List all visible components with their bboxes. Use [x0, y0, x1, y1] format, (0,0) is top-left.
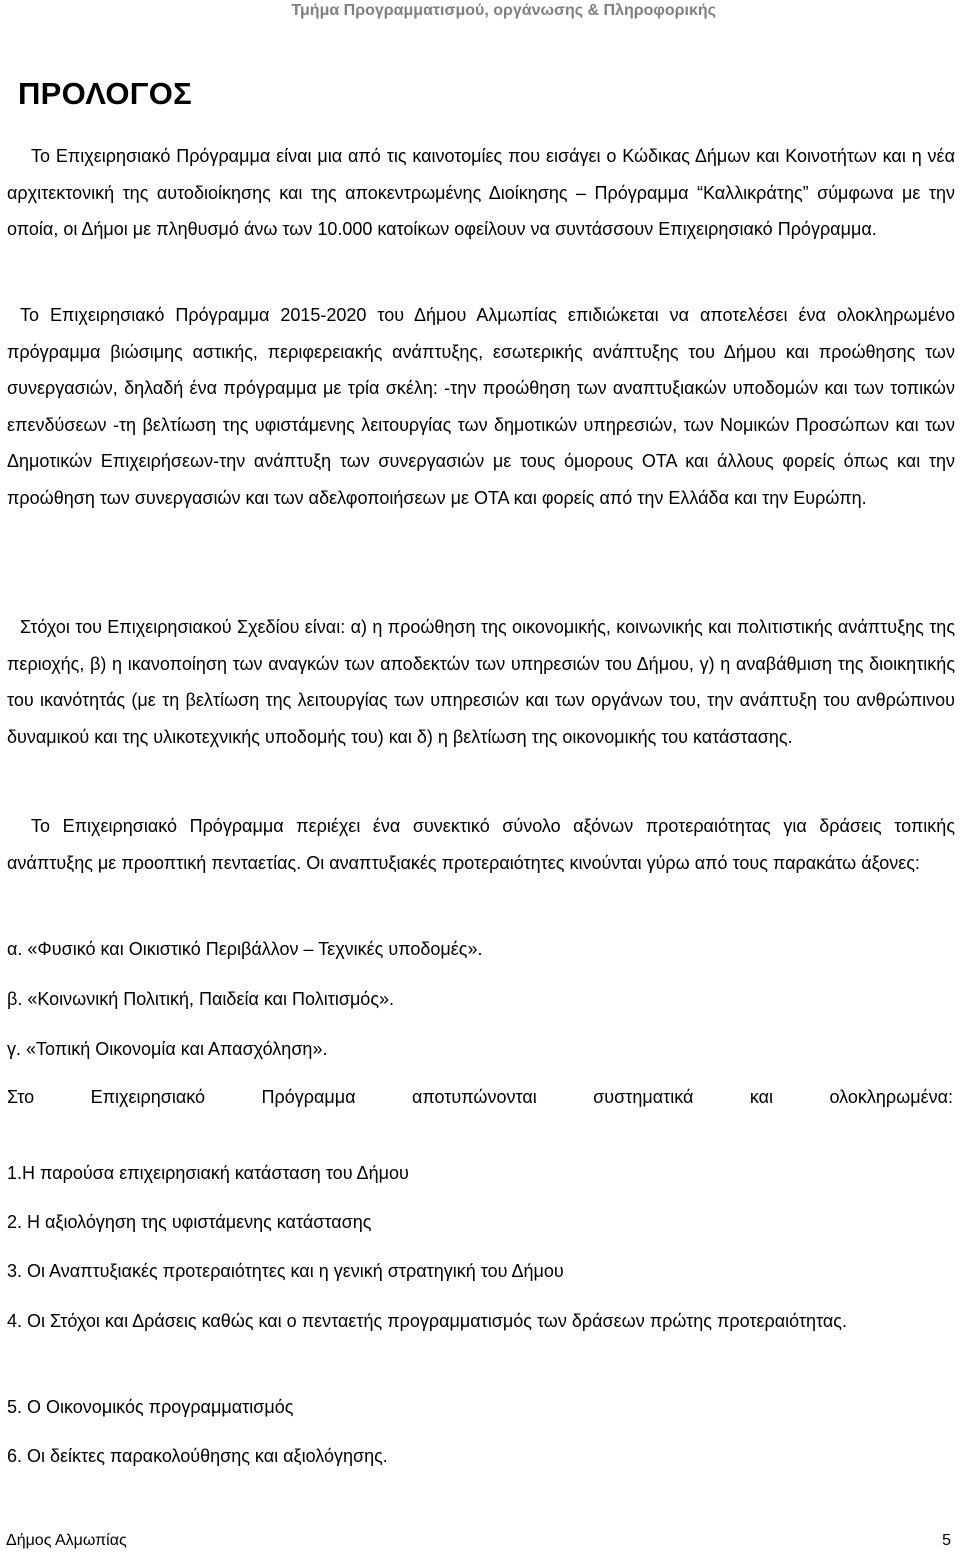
paragraph-objectives: Στόχοι του Επιχειρησιακού Σχεδίου είναι: α) η προώθηση της οικονομικής, κοινωνικής και πολιτιστικής ανάπτυξης της περιοχής, β) η ικανοποίηση των αναγκών των αποδεκτών των υπηρεσιών του Δήμου, γ) η αναβάθμιση της διοικητικής του ικανότητάς (με τη βελτίωση της λειτουργίας των υπηρεσιών και των οργάνων του, την ανάπτυξη του ανθρώπινου δυναμικού και της υλικοτεχνικής υποδομής του) και δ) η βελτίωση της οικονομικής του κατάστασης. — [7, 617, 955, 747]
list-item-3: 3. Οι Αναπτυξιακές προτεραιότητες και η γενική στρατηγική του Δήμου — [7, 1261, 564, 1281]
page-title: ΠΡΟΛΟΓΟΣ — [18, 76, 193, 111]
footer-municipality: Δήμος Αλμωπίας — [6, 1532, 127, 1549]
axis-item-c: γ. «Τοπική Οικονομία και Απασχόληση». — [7, 1039, 328, 1059]
axis-item-b: β. «Κοινωνική Πολιτική, Παιδεία και Πολιτισμός». — [7, 989, 395, 1009]
paragraph-program-scope: Το Επιχειρησιακό Πρόγραμμα 2015-2020 του Δήμου Αλμωπίας επιδιώκεται να αποτελέσει ένα ολοκληρωμένο πρόγραμμα βιώσιμης αστικής, περιφερειακής ανάπτυξης, εσωτερικής ανάπτυξης του Δήμου και προώθησης των συνεργασιών, δηλαδή ένα πρόγραμμα με τρία σκέλη: -την προώθηση των αναπτυξιακών υποδομών και των τοπικών επενδύσεων -τη βελτίωση της υφιστάμενης λειτουργίας των δημοτικών υπηρεσιών, των Νομικών Προσώπων και των Δημοτικών Επιχειρήσεων-την ανάπτυξη των συνεργασιών με τους όμορους ΟΤΑ και άλλους φορείς όπως και την προώθηση των συνεργασιών και των αδελφοποιήσεων με ΟΤΑ και φορείς από την Ελλάδα και την Ευρώπη. — [7, 305, 955, 508]
paragraph-intro: Το Επιχειρησιακό Πρόγραμμα είναι μια από τις καινοτομίες που εισάγει ο Κώδικας Δήμων και Κοινοτήτων και η νέα αρχιτεκτονική της αυτοδιοίκησης και της αποκεντρωμένης Διοίκησης – Πρόγραμμα “Καλλικράτης” σύμφωνα με την οποία, οι Δήμοι με πληθυσμό άνω των 10.000 κατοίκων οφείλουν να συντάσσουν Επιχειρησιακό Πρόγραμμα. — [7, 146, 955, 239]
running-header: Τμήμα Προγραμματισμού, οργάνωσης & Πληροφορικής — [291, 2, 716, 19]
page-number: 5 — [942, 1532, 951, 1549]
contents-intro-line: Στο Επιχειρησιακό Πρόγραμμα αποτυπώνονται συστηματικά και ολοκληρωμένα: — [7, 1087, 953, 1107]
list-item-6: 6. Οι δείκτες παρακολούθησης και αξιολόγησης. — [7, 1446, 388, 1466]
list-item-5: 5. Ο Οικονομικός προγραμματισμός — [7, 1397, 294, 1417]
list-item-4: 4. Οι Στόχοι και Δράσεις καθώς και ο πενταετής προγραμματισμός των δράσεων πρώτης προτεραιότητας. — [7, 1311, 847, 1331]
list-item-2: 2. Η αξιολόγηση της υφιστάμενης κατάστασης — [7, 1212, 372, 1232]
axis-item-a: α. «Φυσικό και Οικιστικό Περιβάλλον – Τεχνικές υποδομές». — [7, 939, 483, 959]
list-item-1: 1.Η παρούσα επιχειρησιακή κατάσταση του Δήμου — [7, 1163, 409, 1183]
paragraph-axes-intro: Το Επιχειρησιακό Πρόγραμμα περιέχει ένα συνεκτικό σύνολο αξόνων προτεραιότητας για δράσεις τοπικής ανάπτυξης με προοπτική πενταετίας. Οι αναπτυξιακές προτεραιότητες κινούνται γύρω από τους παρακάτω άξονες: — [7, 816, 955, 873]
